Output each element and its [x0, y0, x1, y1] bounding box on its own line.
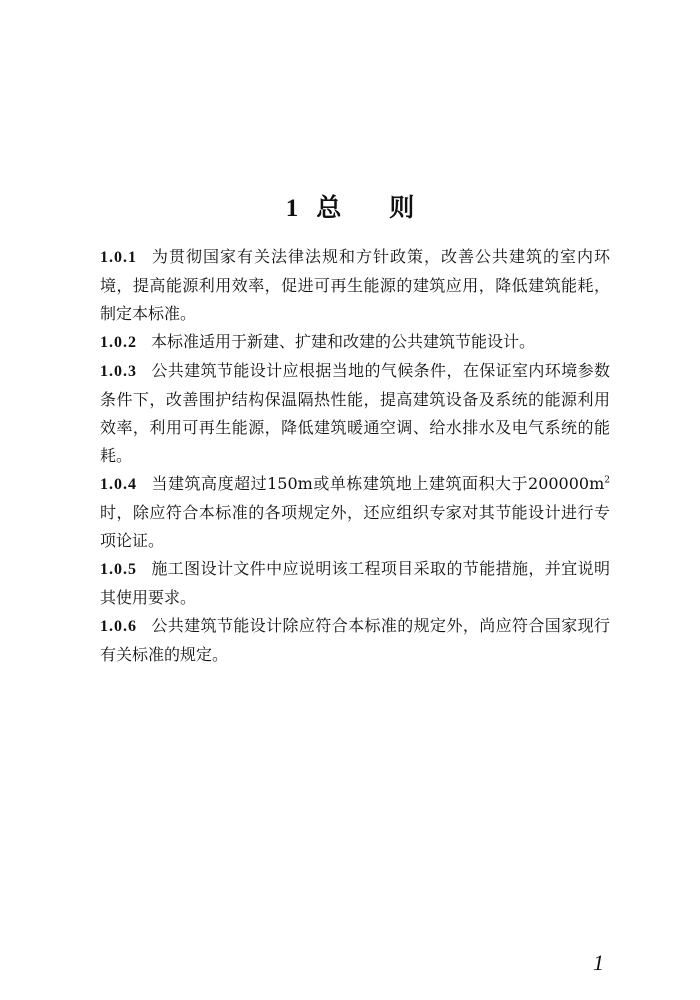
- clause-number: 1.0.4: [100, 476, 137, 493]
- chapter-number: 1: [285, 194, 299, 222]
- clause-1-0-1: [100, 243, 610, 328]
- clause-1-0-4: [100, 470, 610, 555]
- chapter-body: [100, 243, 610, 669]
- chapter-title: [0, 191, 700, 226]
- clause-text-before: 当建筑高度超过150m或单栋建筑地上建筑面积大于200000m: [151, 474, 605, 493]
- chapter-title-text: 总则: [316, 192, 463, 222]
- clause-text-after: 时，除应符合本标准的各项规定外，还应组织专家对其节能设计进行专项论证。: [100, 503, 610, 550]
- clause-text: 为贯彻国家有关法律法规和方针政策，改善公共建筑的室内环境，提高能源利用效率，促进可再生能源的建筑应用，降低建筑能耗，制定本标准。: [100, 247, 610, 323]
- clause-1-0-6: [100, 612, 610, 669]
- clause-text: 公共建筑节能设计应根据当地的气候条件，在保证室内环境参数条件下，改善围护结构保温隔热性能，提高建筑设备及系统的能源利用效率，利用可再生能源，降低建筑暖通空调、给水排水及电气系统的能耗。: [100, 361, 610, 465]
- clause-1-0-5: [100, 555, 610, 612]
- clause-number: 1.0.3: [100, 363, 137, 380]
- clause-text: 本标准适用于新建、扩建和改建的公共建筑节能设计。: [151, 332, 536, 351]
- clause-text: 公共建筑节能设计除应符合本标准的规定外，尚应符合国家现行有关标准的规定。: [100, 616, 610, 664]
- page-number: 1: [593, 950, 604, 975]
- clause-number: 1.0.1: [100, 249, 137, 266]
- clause-number: 1.0.6: [100, 618, 137, 635]
- clause-number: 1.0.2: [100, 334, 137, 351]
- area-unit-superscript: 2: [604, 475, 610, 486]
- clause-1-0-2: [100, 328, 610, 357]
- clause-number: 1.0.5: [100, 561, 137, 578]
- clause-1-0-3: [100, 357, 610, 470]
- clause-text: 施工图设计文件中应说明该工程项目采取的节能措施，并宜说明其使用要求。: [100, 559, 610, 607]
